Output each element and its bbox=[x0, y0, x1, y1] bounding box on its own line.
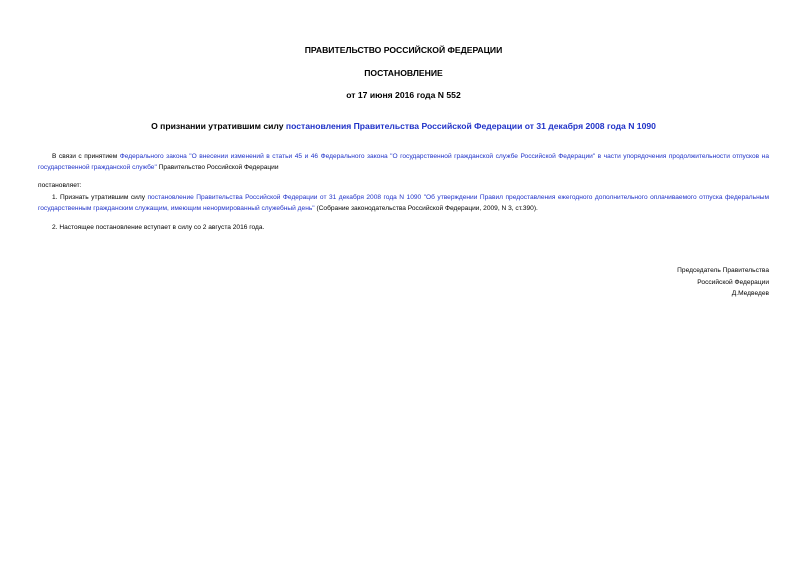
document-title-prefix: О признании утратившим силу bbox=[151, 121, 286, 131]
signature-block bbox=[569, 265, 769, 300]
resolves-text: постановляет: bbox=[38, 182, 82, 189]
item-1-suffix: (Собрание законодательства Российской Федерации, 2009, N 3, ст.390). bbox=[314, 205, 538, 212]
preamble-paragraph bbox=[38, 151, 769, 173]
signature-organization: Российской Федерации bbox=[697, 278, 769, 286]
item-1-paragraph bbox=[38, 192, 769, 214]
signature-name: Д.Медведев bbox=[731, 290, 769, 297]
document-title-link[interactable]: постановления Правительства Российской Федерации от 31 декабря 2008 года N 1090 bbox=[285, 121, 656, 131]
item-1-prefix: 1. Признать утратившим силу bbox=[52, 194, 148, 201]
federal-law-link[interactable]: Федерального закона "О внесении изменений в статьи 45 и 46 Федерального закона "О государственной гражданской службе Российской Федерации" в части упорядочения продолжительности отпусков на государственной гражданской службе" bbox=[38, 153, 769, 171]
document-title bbox=[0, 121, 807, 131]
signature-position: Председатель Правительства bbox=[677, 267, 769, 274]
preamble-suffix: Правительство Российской Федерации bbox=[156, 164, 279, 171]
item-2-paragraph: 2. Настоящее постановление вступает в силу со 2 августа 2016 года. bbox=[52, 224, 265, 231]
document-type-heading: ПОСТАНОВЛЕНИЕ bbox=[364, 68, 443, 78]
repealed-resolution-link[interactable]: постановление Правительства Российской Федерации от 31 декабря 2008 года N 1090 "Об утверждении Правил предоставления ежегодного дополнительного оплачиваемого отпуска федеральным государственным гражданским служащим, имеющим ненормированный служебный день" bbox=[38, 194, 769, 212]
government-heading: ПРАВИТЕЛЬСТВО РОССИЙСКОЙ ФЕДЕРАЦИИ bbox=[304, 45, 503, 55]
preamble-intro: В связи с принятием bbox=[52, 153, 120, 160]
document-date-number: от 17 июня 2016 года N 552 bbox=[346, 90, 461, 100]
